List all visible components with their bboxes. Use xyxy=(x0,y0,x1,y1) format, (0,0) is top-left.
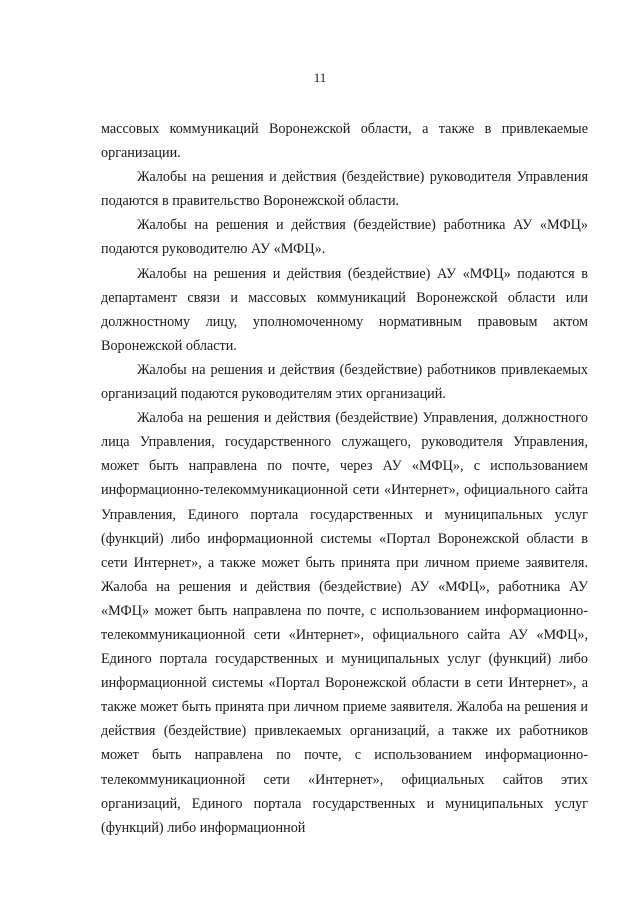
paragraph-complaints-mfc: Жалобы на решения и действия (бездействие) АУ «МФЦ» подаются в департамент связи и массовых коммуникаций Воронежской области или должностному лицу, уполномоченному нормативным правовым актом Воронежской области. xyxy=(101,265,588,354)
paragraph-continuation: массовых коммуникаций Воронежской области, а также в привлекаемые организации. xyxy=(101,121,588,162)
page-number: 11 xyxy=(313,70,327,85)
paragraph-complaints-engaged-organizations: Жалобы на решения и действия (бездействие) работников привлекаемых организаций подаются руководителям этих организаций. xyxy=(101,361,588,403)
paragraph-complaint-submission-methods: Жалоба на решения и действия (бездействие) Управления, должностного лица Управления, государственного служащего, руководителя Управления, может быть направлена по почте, через АУ «МФЦ», с использованием информационно-телекоммуникационной сети «Интернет», официального сайта Управления, Единого портала государственных и муниципальных услуг (функций) либо информационной системы «Портал Воронежской области в сети Интернет», а также может быть принята при личном приеме заявителя. Жалоба на решения и действия (бездействие) АУ «МФЦ», работника АУ «МФЦ» может быть направлена по почте, с использованием информационно-телекоммуникационной сети «Интернет», официального сайта АУ «МФЦ», Единого портала государственных и муниципальных услуг (функций) либо информационной системы «Портал Воронежской области в сети Интернет», а также может быть принята при личном приеме заявителя. Жалоба на решения и действия (бездействие) привлекаемых организаций, а также их работников может быть направлена по почте, с использованием информационно-телекоммуникационной сети «Интернет», официальных сайтов этих организаций, Единого портала государственных и муниципальных услуг (функций) либо информационной xyxy=(101,410,588,836)
paragraph-complaints-head-of-department: Жалобы на решения и действия (бездействие) руководителя Управления подаются в правительство Воронежской области. xyxy=(101,169,588,210)
paragraph-complaints-mfc-employee: Жалобы на решения и действия (бездействие) работника АУ «МФЦ» подаются руководителю АУ «МФЦ». xyxy=(101,217,588,258)
body-text xyxy=(101,117,588,840)
